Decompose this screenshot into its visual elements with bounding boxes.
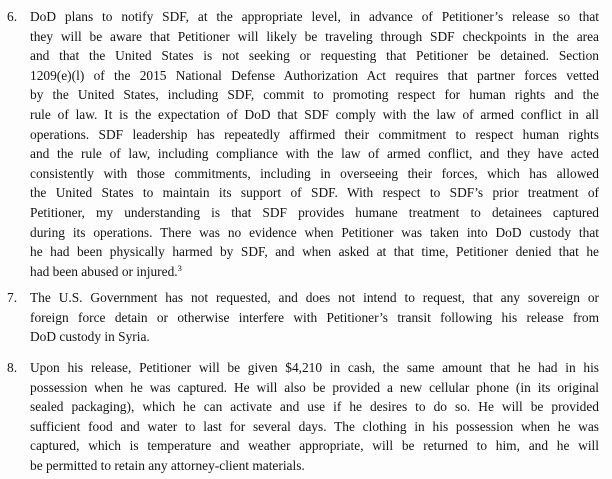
paragraph-line: Petitioner, my understanding is that SDF provides humane treatment to detainees captured: [30, 205, 599, 220]
paragraph-line: rule of law. It is the expectation of DoD that SDF comply with the law of armed conflict in all: [30, 107, 599, 122]
paragraph-line: operations. SDF leadership has repeatedly affirmed their commitment to respect human rights: [30, 126, 599, 142]
paragraph-last-line: [30, 262, 599, 282]
paragraph-line: by the United States, including SDF, commit to promoting respect for human rights and the: [30, 87, 599, 103]
paragraph-line: DoD plans to notify SDF, at the appropriate level, in advance of Petitioner’s release so that: [30, 9, 599, 24]
paragraph-line: The U.S. Government has not requested, and does not intend to request, that any sovereign or: [30, 290, 599, 305]
paragraph-line: they will be aware that Petitioner will likely be traveling through SDF checkpoints in the area: [30, 28, 599, 44]
paragraph-line: the United States to maintain its support of SDF. With respect to SDF’s prior treatment of: [30, 185, 599, 201]
paragraph-line: Upon his release, Petitioner will be given $4,210 in cash, the same amount that he had in his: [30, 360, 599, 375]
paragraph-line: 1209(e)(l) of the 2015 National Defense Authorization Act requires that partner forces vetted: [30, 67, 599, 83]
paragraph-line: he had been physically harmed by SDF, and when asked at that time, Petitioner denied that he: [30, 244, 599, 260]
paragraph-line: during its operations. There was no evidence when Petitioner was taken into DoD custody that: [30, 224, 599, 240]
paragraph-number: 7.: [7, 290, 18, 305]
paragraph-line: be permitted to retain any attorney-client materials.: [30, 458, 305, 473]
paragraph-line: sufficient food and water to last for several days. The clothing in his possession when he was: [30, 418, 599, 434]
paragraph-line: and that the United States is not seeking or requesting that Petitioner be detained. Section: [30, 48, 599, 64]
paragraph-line: possession when he was captured. He will also be provided a new cellular phone (in its original: [30, 379, 599, 395]
paragraph-number: 6.: [7, 9, 18, 24]
paragraph-number: 8.: [7, 360, 18, 375]
paragraph-line-text: had been abused or injured.: [30, 263, 178, 279]
paragraph-line: foreign force detain or otherwise interfere with Petitioner’s transit following his release from: [30, 309, 599, 325]
paragraph-line: DoD custody in Syria.: [30, 329, 150, 345]
paragraph-line: captured, which is temperature and weather appropriate, will be returned to him, and he will: [30, 438, 599, 454]
paragraph-line: sealed packaging), which he can activate and use if he desires to do so. He will be provided: [30, 399, 599, 415]
paragraph-line: and the rule of law, including compliance with the law of armed conflict, and they have acted: [30, 146, 599, 162]
paragraph-line: consistently with those commitments, including in overseeing their forces, which has allowed: [30, 165, 599, 181]
footnote-ref: 3: [177, 262, 182, 273]
